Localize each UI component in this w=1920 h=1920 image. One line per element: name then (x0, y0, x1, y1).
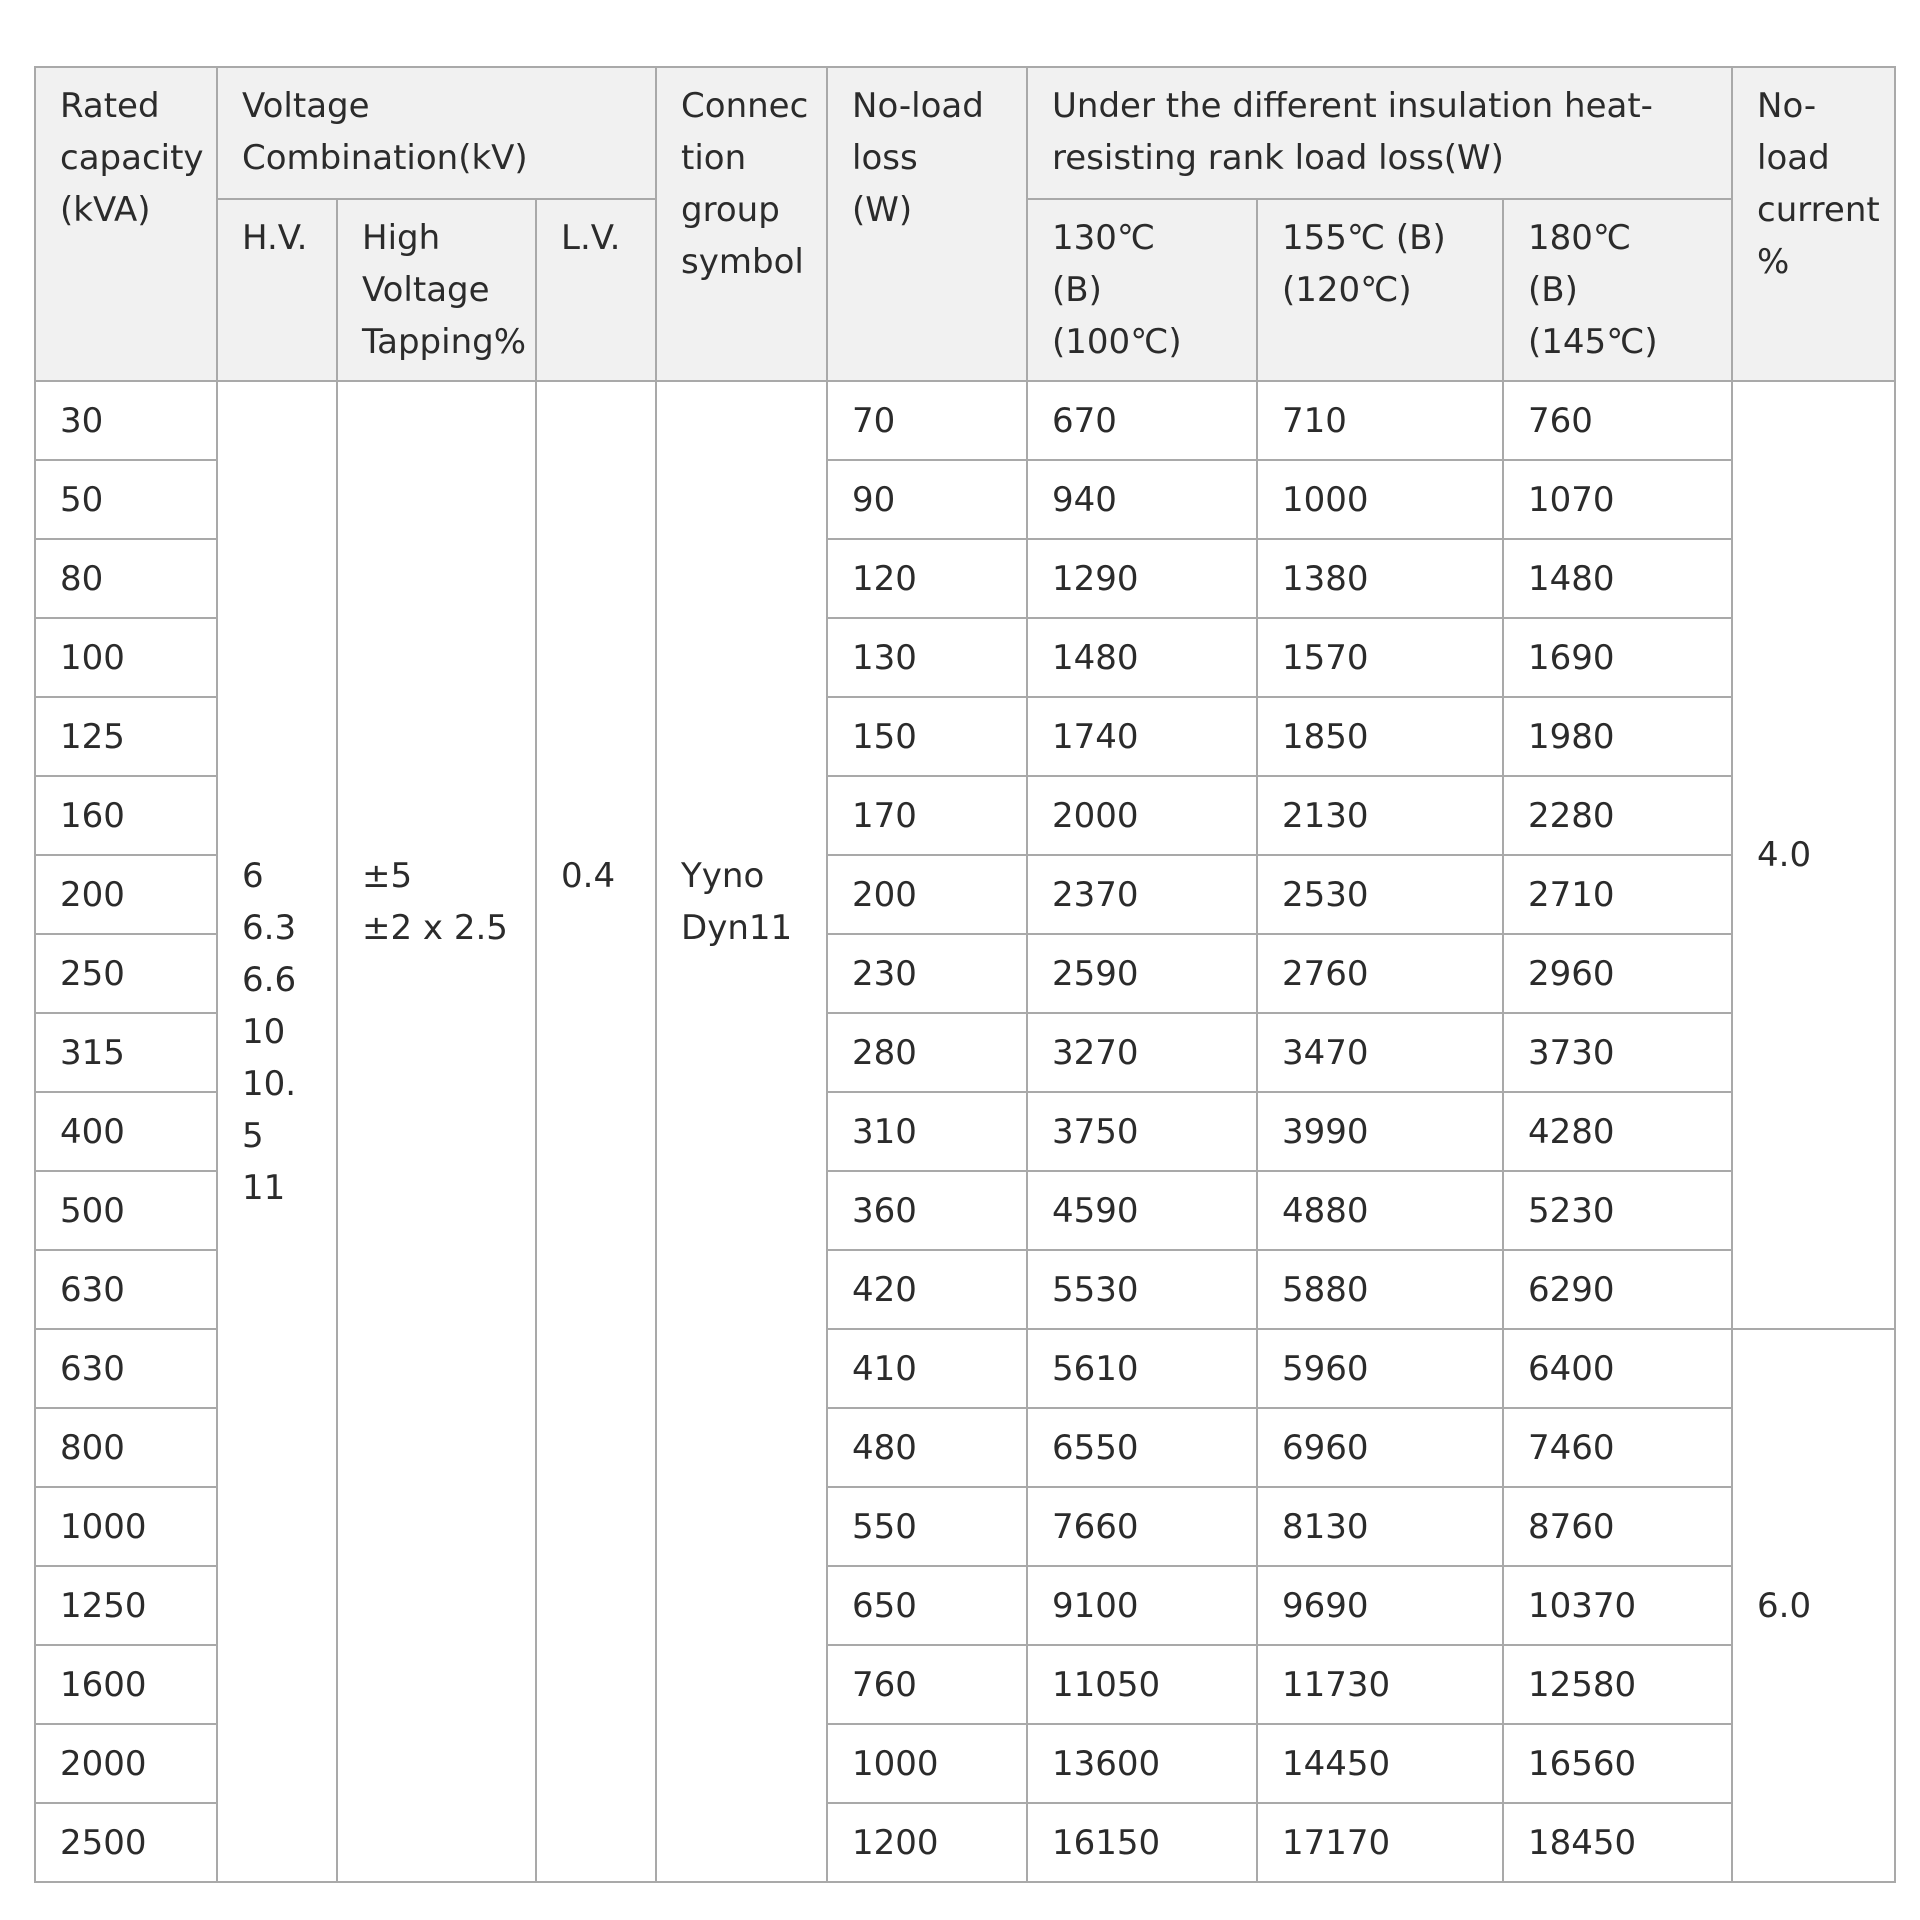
rated-capacity-cell: 30 (35, 381, 217, 460)
header-connection-group: Connec tion group symbol (656, 67, 827, 381)
table-body (35, 381, 1895, 1882)
hv-values-cell: 6 6.3 6.6 10 10. 5 11 (217, 381, 337, 1882)
load-loss-155-cell: 8130 (1257, 1487, 1503, 1566)
transformer-spec-table (34, 66, 1896, 1883)
header-row-1 (35, 67, 1895, 199)
load-loss-155-cell: 11730 (1257, 1645, 1503, 1724)
hv-tapping-cell: ±5 ±2 x 2.5 (337, 381, 536, 1882)
lv-value-cell: 0.4 (536, 381, 656, 1882)
no-load-loss-cell: 310 (827, 1092, 1027, 1171)
load-loss-155-cell: 14450 (1257, 1724, 1503, 1803)
load-loss-180-cell: 8760 (1503, 1487, 1732, 1566)
header-no-load-loss: No-load loss (W) (827, 67, 1027, 381)
rated-capacity-cell: 630 (35, 1250, 217, 1329)
load-loss-180-cell: 2960 (1503, 934, 1732, 1013)
load-loss-155-cell: 1850 (1257, 697, 1503, 776)
load-loss-130-cell: 2590 (1027, 934, 1257, 1013)
no-load-loss-cell: 1200 (827, 1803, 1027, 1882)
rated-capacity-cell: 100 (35, 618, 217, 697)
no-load-loss-cell: 760 (827, 1645, 1027, 1724)
load-loss-180-cell: 18450 (1503, 1803, 1732, 1882)
header-no-load-current: No- load current % (1732, 67, 1895, 381)
header-voltage-combination: Voltage Combination(kV) (217, 67, 656, 199)
rated-capacity-cell: 2500 (35, 1803, 217, 1882)
load-loss-130-cell: 6550 (1027, 1408, 1257, 1487)
no-load-loss-cell: 150 (827, 697, 1027, 776)
load-loss-155-cell: 5880 (1257, 1250, 1503, 1329)
rated-capacity-cell: 200 (35, 855, 217, 934)
load-loss-180-cell: 1690 (1503, 618, 1732, 697)
load-loss-130-cell: 11050 (1027, 1645, 1257, 1724)
load-loss-155-cell: 1000 (1257, 460, 1503, 539)
load-loss-180-cell: 12580 (1503, 1645, 1732, 1724)
load-loss-180-cell: 1070 (1503, 460, 1732, 539)
load-loss-180-cell: 2710 (1503, 855, 1732, 934)
load-loss-180-cell: 1980 (1503, 697, 1732, 776)
table-header (35, 67, 1895, 381)
load-loss-155-cell: 3990 (1257, 1092, 1503, 1171)
no-load-loss-cell: 120 (827, 539, 1027, 618)
no-load-loss-cell: 550 (827, 1487, 1027, 1566)
no-load-loss-cell: 480 (827, 1408, 1027, 1487)
rated-capacity-cell: 250 (35, 934, 217, 1013)
header-load-loss: Under the different insulation heat- resisting rank load loss(W) (1027, 67, 1732, 199)
no-load-current-cell: 6.0 (1732, 1329, 1895, 1882)
no-load-loss-cell: 70 (827, 381, 1027, 460)
load-loss-130-cell: 940 (1027, 460, 1257, 539)
load-loss-155-cell: 17170 (1257, 1803, 1503, 1882)
load-loss-130-cell: 3270 (1027, 1013, 1257, 1092)
connection-group-cell: Yyno Dyn11 (656, 381, 827, 1882)
no-load-loss-cell: 420 (827, 1250, 1027, 1329)
load-loss-130-cell: 1740 (1027, 697, 1257, 776)
header-temp-180: 180℃ (B) (145℃) (1503, 199, 1732, 381)
load-loss-130-cell: 16150 (1027, 1803, 1257, 1882)
no-load-loss-cell: 650 (827, 1566, 1027, 1645)
no-load-loss-cell: 200 (827, 855, 1027, 934)
load-loss-180-cell: 1480 (1503, 539, 1732, 618)
no-load-loss-cell: 230 (827, 934, 1027, 1013)
load-loss-130-cell: 1480 (1027, 618, 1257, 697)
load-loss-180-cell: 5230 (1503, 1171, 1732, 1250)
load-loss-130-cell: 5610 (1027, 1329, 1257, 1408)
load-loss-155-cell: 2760 (1257, 934, 1503, 1013)
rated-capacity-cell: 80 (35, 539, 217, 618)
table-row (35, 381, 1895, 460)
load-loss-180-cell: 4280 (1503, 1092, 1732, 1171)
load-loss-180-cell: 2280 (1503, 776, 1732, 855)
header-temp-155: 155℃ (B) (120℃) (1257, 199, 1503, 381)
load-loss-155-cell: 2130 (1257, 776, 1503, 855)
rated-capacity-cell: 315 (35, 1013, 217, 1092)
load-loss-130-cell: 7660 (1027, 1487, 1257, 1566)
load-loss-155-cell: 5960 (1257, 1329, 1503, 1408)
no-load-loss-cell: 280 (827, 1013, 1027, 1092)
load-loss-180-cell: 6400 (1503, 1329, 1732, 1408)
rated-capacity-cell: 630 (35, 1329, 217, 1408)
load-loss-155-cell: 6960 (1257, 1408, 1503, 1487)
header-rated-capacity: Rated capacity (kVA) (35, 67, 217, 381)
header-lv: L.V. (536, 199, 656, 381)
rated-capacity-cell: 500 (35, 1171, 217, 1250)
load-loss-155-cell: 9690 (1257, 1566, 1503, 1645)
load-loss-130-cell: 3750 (1027, 1092, 1257, 1171)
load-loss-155-cell: 1380 (1257, 539, 1503, 618)
load-loss-180-cell: 10370 (1503, 1566, 1732, 1645)
load-loss-130-cell: 670 (1027, 381, 1257, 460)
no-load-loss-cell: 90 (827, 460, 1027, 539)
load-loss-155-cell: 1570 (1257, 618, 1503, 697)
load-loss-155-cell: 3470 (1257, 1013, 1503, 1092)
header-hv-tapping: High Voltage Tapping% (337, 199, 536, 381)
no-load-loss-cell: 410 (827, 1329, 1027, 1408)
load-loss-130-cell: 2000 (1027, 776, 1257, 855)
load-loss-130-cell: 1290 (1027, 539, 1257, 618)
rated-capacity-cell: 160 (35, 776, 217, 855)
load-loss-180-cell: 16560 (1503, 1724, 1732, 1803)
load-loss-155-cell: 710 (1257, 381, 1503, 460)
load-loss-155-cell: 2530 (1257, 855, 1503, 934)
no-load-loss-cell: 1000 (827, 1724, 1027, 1803)
load-loss-130-cell: 13600 (1027, 1724, 1257, 1803)
load-loss-180-cell: 7460 (1503, 1408, 1732, 1487)
load-loss-180-cell: 6290 (1503, 1250, 1732, 1329)
rated-capacity-cell: 1000 (35, 1487, 217, 1566)
no-load-loss-cell: 130 (827, 618, 1027, 697)
header-hv: H.V. (217, 199, 337, 381)
header-temp-130: 130℃ (B) (100℃) (1027, 199, 1257, 381)
rated-capacity-cell: 1250 (35, 1566, 217, 1645)
load-loss-130-cell: 2370 (1027, 855, 1257, 934)
no-load-current-cell: 4.0 (1732, 381, 1895, 1329)
load-loss-130-cell: 9100 (1027, 1566, 1257, 1645)
load-loss-130-cell: 4590 (1027, 1171, 1257, 1250)
load-loss-180-cell: 760 (1503, 381, 1732, 460)
load-loss-180-cell: 3730 (1503, 1013, 1732, 1092)
rated-capacity-cell: 400 (35, 1092, 217, 1171)
load-loss-155-cell: 4880 (1257, 1171, 1503, 1250)
rated-capacity-cell: 1600 (35, 1645, 217, 1724)
load-loss-130-cell: 5530 (1027, 1250, 1257, 1329)
rated-capacity-cell: 800 (35, 1408, 217, 1487)
no-load-loss-cell: 360 (827, 1171, 1027, 1250)
rated-capacity-cell: 50 (35, 460, 217, 539)
rated-capacity-cell: 125 (35, 697, 217, 776)
rated-capacity-cell: 2000 (35, 1724, 217, 1803)
no-load-loss-cell: 170 (827, 776, 1027, 855)
